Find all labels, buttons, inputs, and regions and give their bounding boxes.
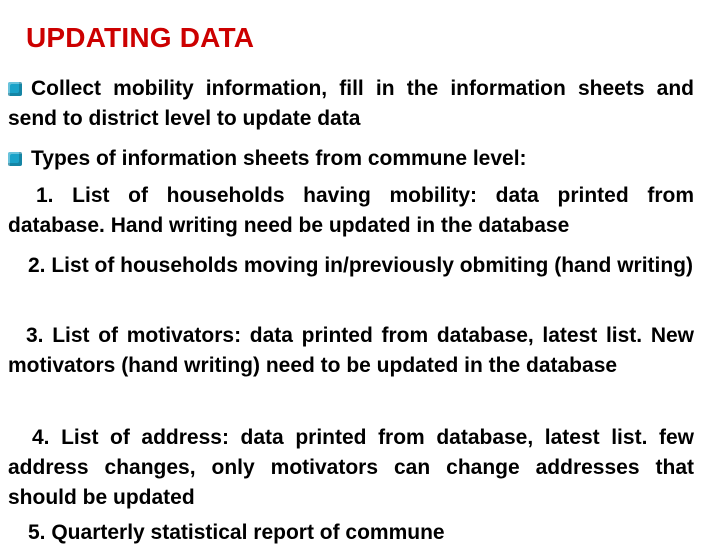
list-item-3: 3. List of motivators: data printed from database, latest list. New motivators (hand writing) need to be updated in the database [8,324,694,377]
list-item-1: 1. List of households having mobility: data printed from database. Hand writing need be updated in the database [8,184,694,237]
bullet-text: Collect mobility information, fill in the information sheets and send to district level to update data [8,77,694,130]
list-item-2: 2. List of households moving in/previously obmiting (hand writing) [28,254,694,277]
square-bullet-icon [8,152,22,166]
list-item-4: 4. List of address: data printed from database, latest list. few address changes, only motivators can change addresses that should be updated [8,426,694,509]
square-bullet-icon [8,82,22,96]
bullet-collect-mobility [8,74,694,134]
list-item-5: 5. Quarterly statistical report of commune [28,521,445,544]
bullet-text: Types of information sheets from commune level: [31,147,527,170]
bullet-types-of-sheets [8,144,694,174]
slide-title: UPDATING DATA [26,22,255,53]
